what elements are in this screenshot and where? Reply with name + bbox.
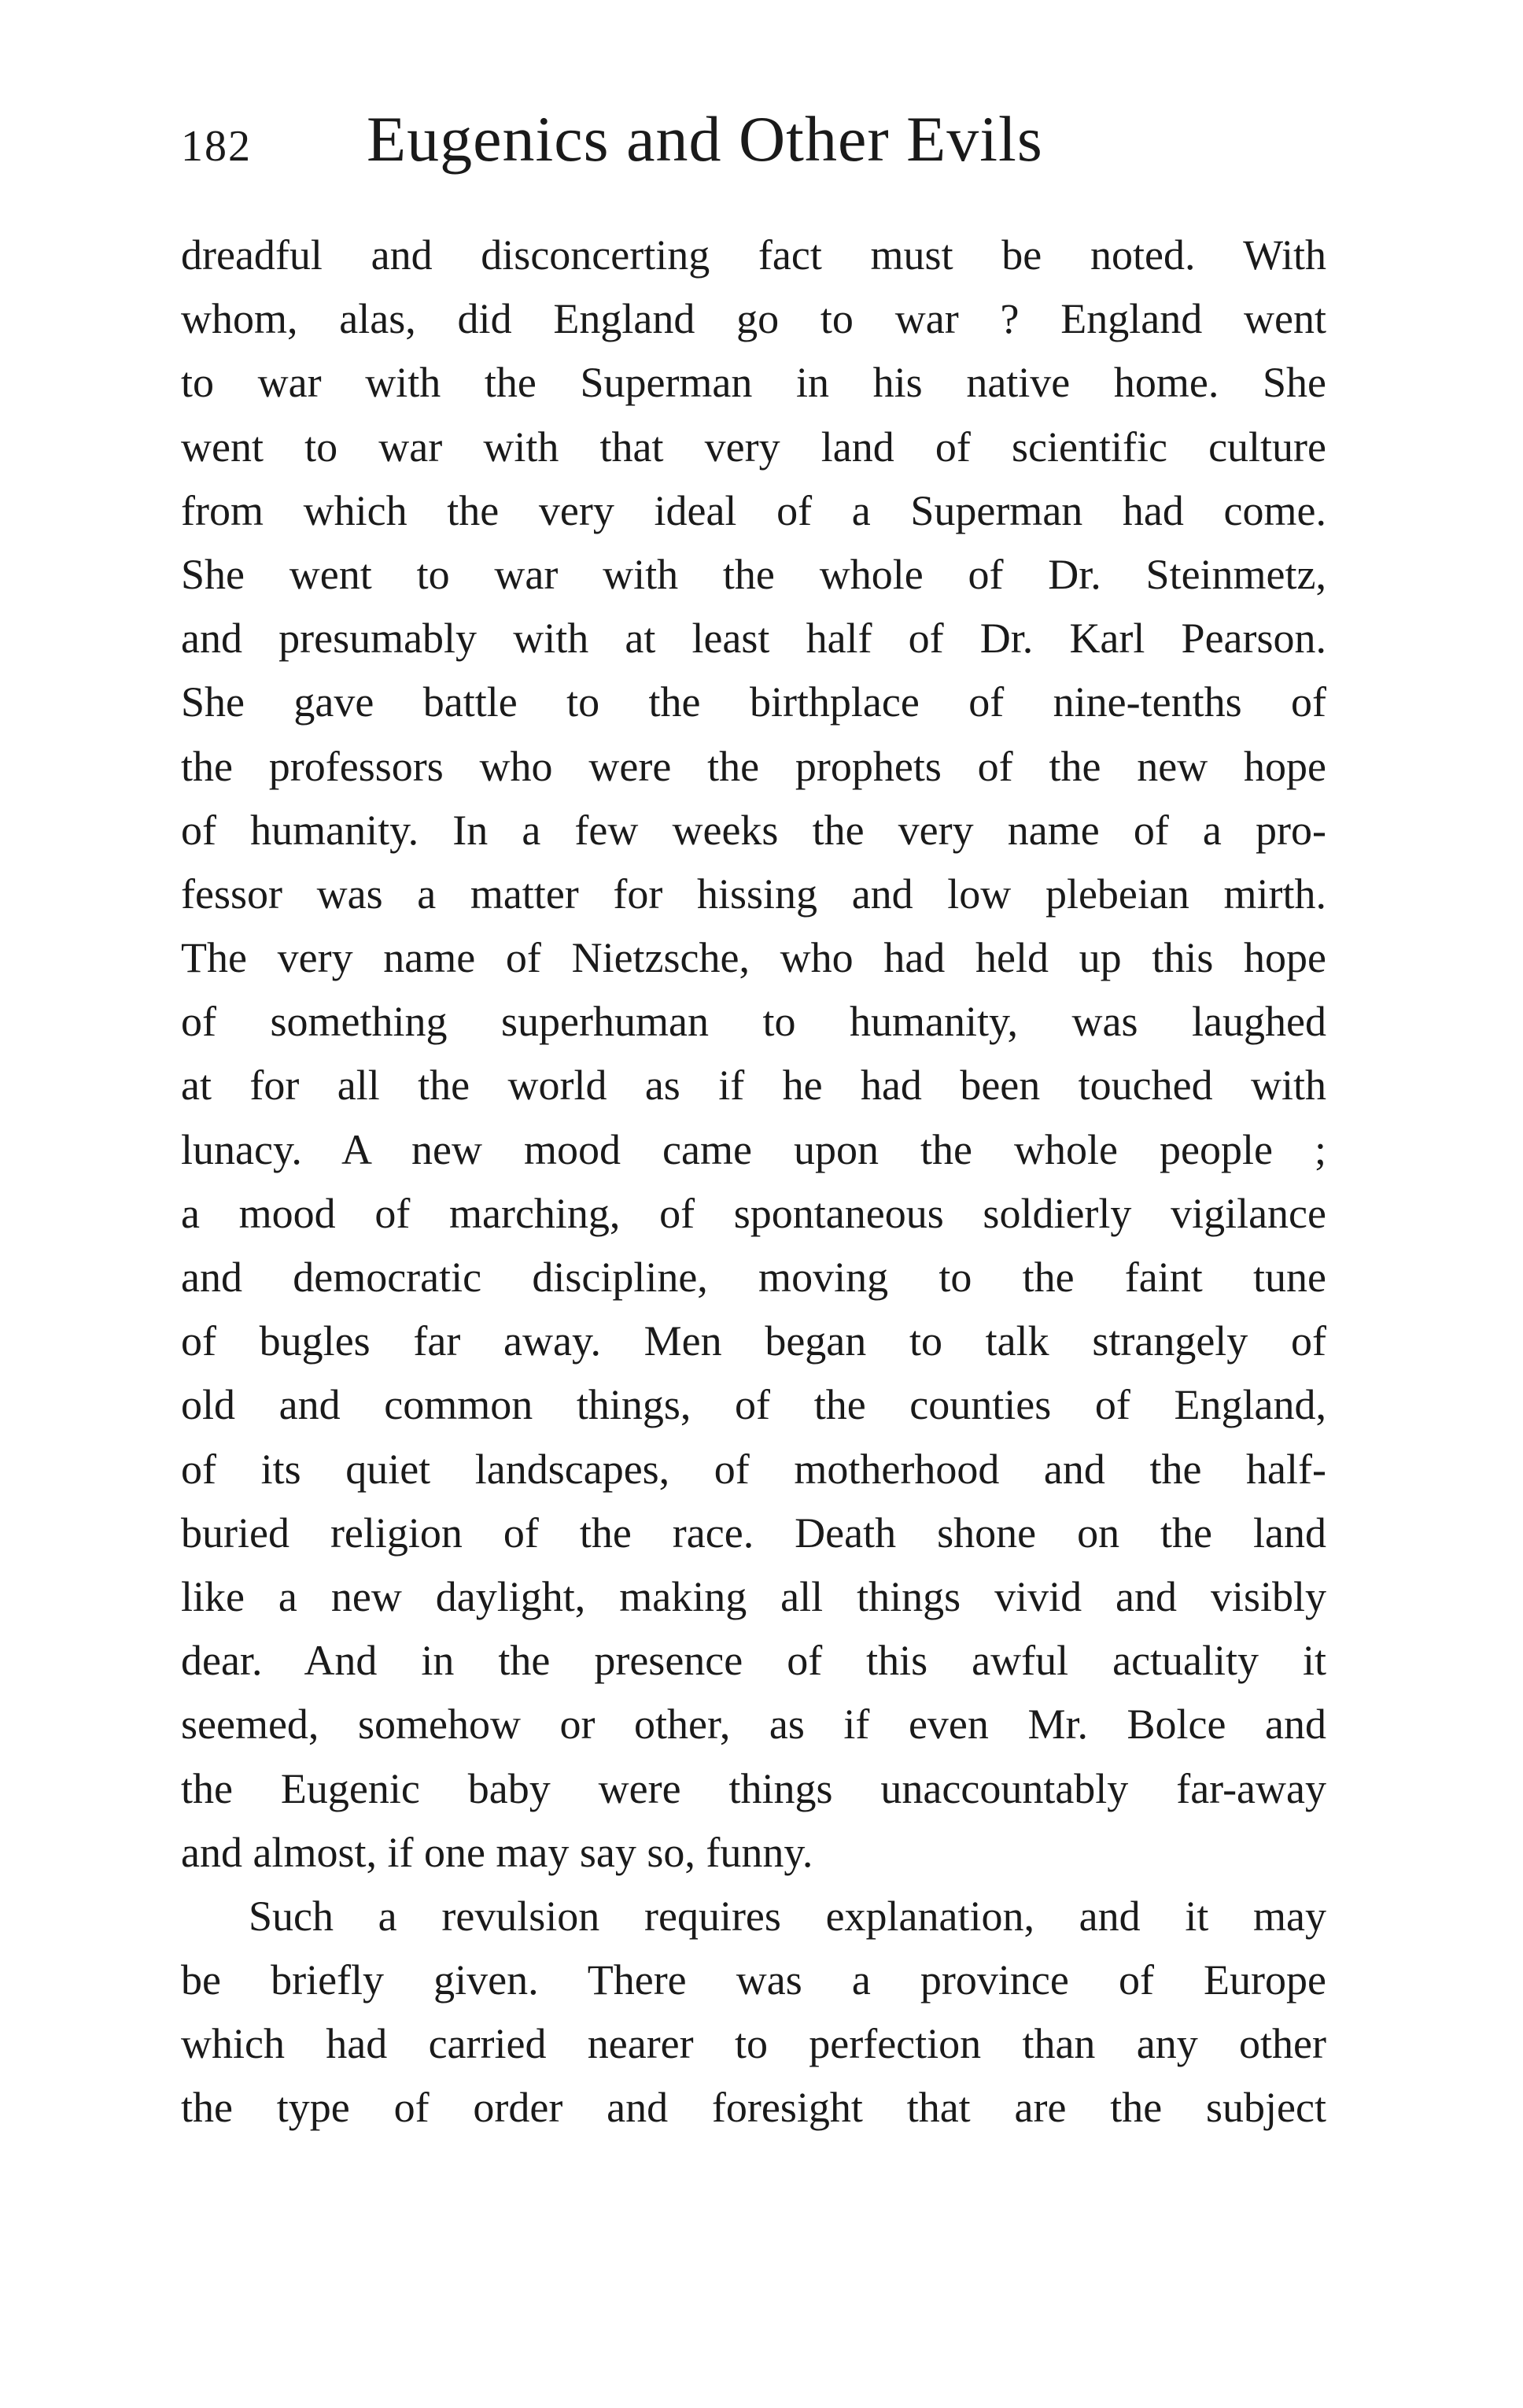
text-line: of humanity. In a few weeks the very name of a pro- <box>181 806 1326 854</box>
text-line: old and common things, of the counties of England, <box>181 1381 1326 1429</box>
text-line: like a new daylight, making all things vivid and visibly <box>181 1572 1326 1620</box>
text-line: of its quiet landscapes, of motherhood and the half- <box>181 1445 1326 1493</box>
text-line: the Eugenic baby were things unaccountably far-away <box>181 1764 1326 1812</box>
text-line: the type of order and foresight that are the subject <box>181 2084 1326 2132</box>
body-text <box>181 223 1326 2140</box>
text-line: from which the very ideal of a Superman had come. <box>181 486 1326 534</box>
text-line: of something superhuman to humanity, was laughed <box>181 998 1326 1046</box>
text-line: and almost, if one may say so, funny. <box>181 1828 813 1876</box>
text-line: whom, alas, did England go to war ? England went <box>181 295 1326 343</box>
text-line: She gave battle to the birthplace of nine-tenths of <box>181 678 1326 726</box>
text-line: which had carried nearer to perfection than any other <box>181 2020 1326 2068</box>
text-line: dreadful and disconcerting fact must be noted. With <box>181 231 1326 279</box>
text-line: seemed, somehow or other, as if even Mr. Bolce and <box>181 1701 1326 1749</box>
text-line: dear. And in the presence of this awful actuality it <box>181 1637 1326 1685</box>
book-page <box>181 102 1326 2140</box>
text-line: fessor was a matter for hissing and low plebeian mirth. <box>181 870 1326 918</box>
text-line: and democratic discipline, moving to the faint tune <box>181 1254 1326 1301</box>
text-line: She went to war with the whole of Dr. Steinmetz, <box>181 550 1326 598</box>
text-line: and presumably with at least half of Dr. Karl Pearson. <box>181 615 1326 663</box>
text-line: buried religion of the race. Death shone on the land <box>181 1509 1326 1557</box>
running-header <box>181 102 1326 197</box>
paragraph-1 <box>181 223 1326 1885</box>
text-line: lunacy. A new mood came upon the whole people ; <box>181 1125 1326 1173</box>
text-line: be briefly given. There was a province of Europe <box>181 1956 1326 2004</box>
text-line: the professors who were the prophets of the new hope <box>181 742 1326 790</box>
text-line: The very name of Nietzsche, who had held up this hope <box>181 934 1326 982</box>
page-number: 182 <box>181 122 252 171</box>
running-title: Eugenics and Other Evils <box>367 103 1043 175</box>
text-line: Such a revulsion requires explanation, and it may <box>249 1892 1326 1940</box>
text-line: of bugles far away. Men began to talk strangely of <box>181 1317 1326 1365</box>
text-line: at for all the world as if he had been touched with <box>181 1062 1326 1110</box>
text-line: a mood of marching, of spontaneous soldierly vigilance <box>181 1189 1326 1237</box>
paragraph-2 <box>181 1885 1326 2140</box>
text-line: to war with the Superman in his native home. She <box>181 359 1326 407</box>
text-line: went to war with that very land of scientific culture <box>181 423 1326 471</box>
